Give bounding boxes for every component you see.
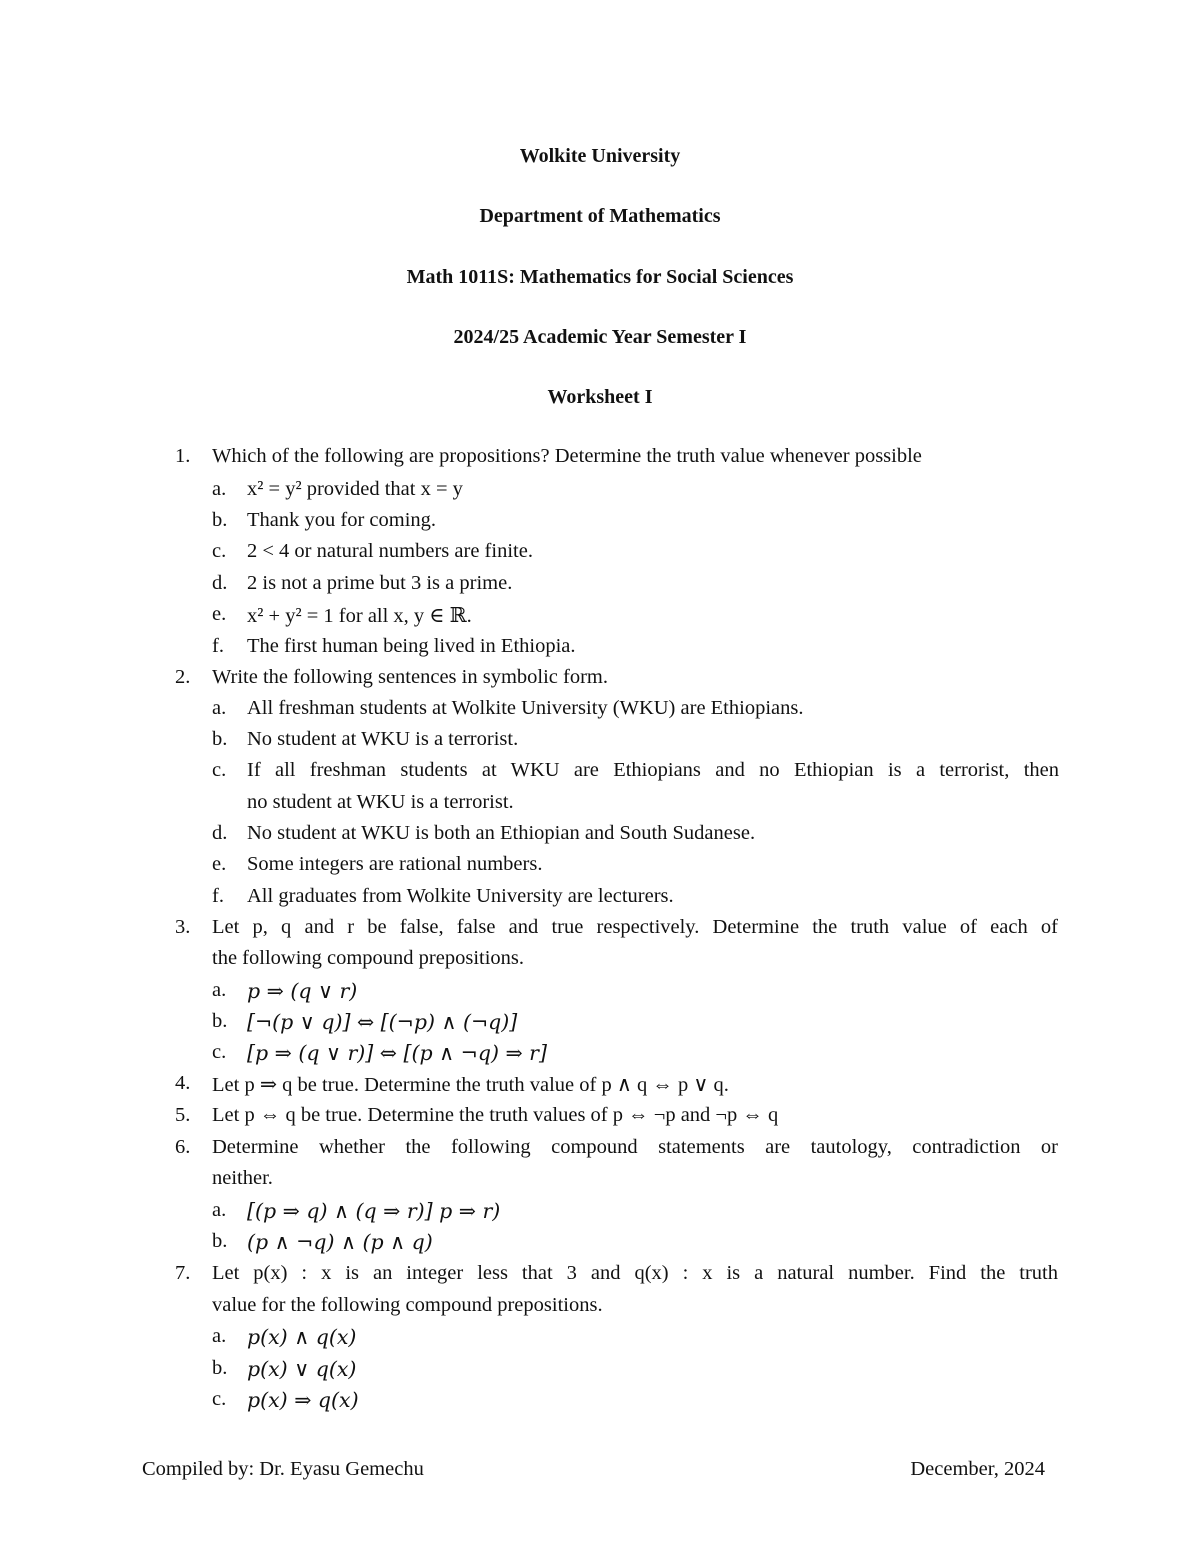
sub-formula: [(p ⇒ q) ∧ (q ⇒ r)] p ⇒ r) [247, 1199, 501, 1223]
sub-text: No student at WKU is a terrorist. [247, 728, 519, 750]
sub-text: If all freshman students at WKU are Ethiopians and no Ethiopian is a terrorist, then [247, 759, 1059, 781]
question-text: Let p(x) : x is an integer less that 3 and q(x) : x is a natural number. Find the truth [212, 1262, 1058, 1284]
sub-label: a. [212, 478, 227, 500]
sub-text: Thank you for coming. [247, 509, 437, 531]
sub-label: f. [212, 635, 224, 657]
sub-label: b. [212, 1357, 228, 1379]
sub-text: The first human being lived in Ethiopia. [247, 635, 576, 657]
question-number: 4. [175, 1072, 191, 1094]
sub-label: a. [212, 697, 227, 719]
footer-date: December, 2024 [910, 1458, 1045, 1480]
sub-label: b. [212, 728, 228, 750]
sub-text: Some integers are rational numbers. [247, 853, 543, 875]
university-name: Wolkite University [519, 145, 681, 167]
question-text: Let p ⇒ q be true. Determine the truth value of p ∧ q ⇔ p ∨ q. [212, 1074, 729, 1096]
academic-year: 2024/25 Academic Year Semester I [453, 326, 747, 348]
department-name: Department of Mathematics [479, 205, 721, 227]
question-text-continued: the following compound prepositions. [212, 947, 525, 969]
sub-label: b. [212, 1010, 228, 1032]
question-text: Which of the following are propositions? Determine the truth value whenever possible [212, 445, 922, 467]
sub-text: All freshman students at Wolkite University (WKU) are Ethiopians. [247, 697, 804, 719]
question-text-continued: neither. [212, 1167, 273, 1189]
sub-formula: p ⇒ (q ∨ r) [247, 979, 358, 1003]
sub-label: c. [212, 540, 227, 562]
sub-label: c. [212, 759, 227, 781]
sub-label: d. [212, 822, 228, 844]
question-text: Determine whether the following compound statements are tautology, contradiction or [212, 1136, 1058, 1158]
sub-text: 2 < 4 or natural numbers are finite. [247, 540, 533, 562]
sub-label: d. [212, 572, 228, 594]
sub-text: x² = y² provided that x = y [247, 478, 463, 500]
question-number: 7. [175, 1262, 191, 1284]
sub-label: a. [212, 1325, 227, 1347]
question-text-continued: value for the following compound prepositions. [212, 1294, 603, 1316]
sub-label: b. [212, 1230, 228, 1252]
question-number: 2. [175, 666, 191, 688]
sub-formula: p(x) ⇒ q(x) [247, 1388, 359, 1412]
sub-label: e. [212, 603, 227, 625]
sub-formula: p(x) ∧ q(x) [247, 1325, 357, 1349]
question-number: 3. [175, 916, 191, 938]
sub-label: e. [212, 853, 227, 875]
question-text: Let p ⇔ q be true. Determine the truth values of p ⇔ ¬p and ¬p ⇔ q [212, 1104, 779, 1126]
sub-formula: [p ⇒ (q ∨ r)] ⇔ [(p ∧ ¬q) ⇒ r] [247, 1041, 547, 1065]
question-number: 6. [175, 1136, 191, 1158]
worksheet-title: Worksheet I [547, 386, 653, 408]
sub-text: 2 is not a prime but 3 is a prime. [247, 572, 513, 594]
question-text: Write the following sentences in symbolic form. [212, 666, 608, 688]
sub-text: x² + y² = 1 for all x, y ∈ ℝ. [247, 605, 472, 627]
sub-text-continued: no student at WKU is a terrorist. [247, 791, 514, 813]
sub-text: All graduates from Wolkite University are lecturers. [247, 885, 674, 907]
question-number: 5. [175, 1104, 191, 1126]
sub-text: No student at WKU is both an Ethiopian and South Sudanese. [247, 822, 756, 844]
compiled-by: Compiled by: Dr. Eyasu Gemechu [142, 1458, 424, 1480]
sub-formula: p(x) ∨ q(x) [247, 1357, 357, 1381]
sub-formula: (p ∧ ¬q) ∧ (p ∧ q) [247, 1230, 433, 1254]
sub-label: b. [212, 509, 228, 531]
sub-label: a. [212, 979, 227, 1001]
sub-label: a. [212, 1199, 227, 1221]
course-title: Math 1011S: Mathematics for Social Sciences [406, 266, 794, 288]
sub-label: c. [212, 1041, 227, 1063]
sub-label: c. [212, 1388, 227, 1410]
question-number: 1. [175, 445, 191, 467]
sub-label: f. [212, 885, 224, 907]
question-text: Let p, q and r be false, false and true respectively. Determine the truth value of each of [212, 916, 1058, 938]
sub-formula: [¬(p ∨ q)] ⇔ [(¬p) ∧ (¬q)] [247, 1010, 518, 1034]
